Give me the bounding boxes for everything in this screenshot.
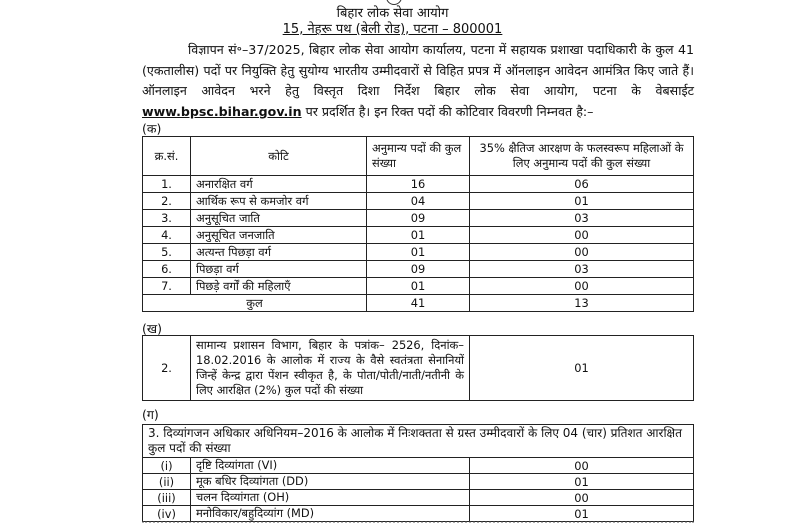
- row-sno: 6.: [143, 261, 191, 278]
- disability-heading-row: [143, 425, 694, 458]
- row-category: अनुसूचित जाति: [191, 210, 367, 227]
- intro-text: विज्ञापन सं॰–37/2025, बिहार लोक सेवा आयोग कार्यालय, पटना में सहायक प्रशाखा पदाधिकारी के कुल 41 (एकतालीस) पदों पर नियुक्ति हेतु सुयोग्य भारतीय उम्मीदवारों से विहित प्रपत्र में ऑनलाइन आवेदन आमंत्रित किए जाते हैं। ऑनलाइन आवेदन भरने हेतु विस्तृत दिशा निर्देश बिहार लोक सेवा आयोग, पटना के वेबसाईट: [142, 42, 694, 98]
- org-address: 15, नेहरू पथ (बेली रोड), पटना – 800001: [282, 22, 503, 37]
- row-sno: 5.: [143, 244, 191, 261]
- header-women: 35% क्षैतिज आरक्षण के फलस्वरूप महिलाओं के लिए अनुमान्य पदों की कुल संख्या: [470, 137, 694, 176]
- header-posts: अनुमान्य पदों की कुल संख्या: [367, 137, 470, 176]
- row-category: पिछड़ा वर्ग: [191, 261, 367, 278]
- row-sno: (ii): [143, 474, 191, 490]
- table-row: [143, 261, 694, 278]
- row-posts: 09: [367, 210, 470, 227]
- website-link[interactable]: www.bpsc.bihar.gov.in: [142, 103, 302, 119]
- row-women: 03: [470, 210, 694, 227]
- row-posts: 04: [367, 193, 470, 210]
- intro-paragraph: [142, 40, 694, 122]
- row-sno: 1.: [143, 176, 191, 193]
- header-category: कोटि: [191, 137, 367, 176]
- row-sno: 2.: [143, 193, 191, 210]
- row-women: 03: [470, 261, 694, 278]
- row-posts: 01: [367, 227, 470, 244]
- row-posts: 16: [367, 176, 470, 193]
- row-women: 00: [470, 244, 694, 261]
- row-posts: 01: [367, 244, 470, 261]
- table-row: [143, 458, 694, 474]
- row-category: मूक बधिर दिव्यांगता (DD): [191, 474, 470, 490]
- table-row: [143, 278, 694, 295]
- row-sno: (iii): [143, 490, 191, 506]
- row-women: 00: [470, 227, 694, 244]
- row-posts: 09: [367, 261, 470, 278]
- row-sno: 4.: [143, 227, 191, 244]
- table-row: [143, 506, 694, 522]
- section-b-label: (ख): [142, 321, 162, 336]
- row-sno: 7.: [143, 278, 191, 295]
- total-women: 13: [470, 295, 694, 312]
- table-row: [143, 176, 694, 193]
- table-row: [143, 490, 694, 506]
- freedom-fighter-table: [142, 335, 694, 401]
- row-sno: (iv): [143, 506, 191, 522]
- row-category: चलन दिव्यांगता (OH): [191, 490, 470, 506]
- intro-text-end: पर प्रदर्शित है। इन रिक्त पदों की कोटिवार विवरणी निम्नवत है:–: [301, 103, 594, 119]
- org-name: बिहार लोक सेवा आयोग: [336, 6, 449, 21]
- row-category: अनारक्षित वर्ग: [191, 176, 367, 193]
- section-c-label: (ग): [142, 407, 159, 422]
- row-value: 01: [470, 336, 694, 401]
- table-header-row: [143, 137, 694, 176]
- row-category: आर्थिक रूप से कमजोर वर्ग: [191, 193, 367, 210]
- row-description: सामान्य प्रशासन विभाग, बिहार के पत्रांक– 2526, दिनांक–18.02.2016 के आलोक में राज्य के वैसे स्वतंत्रता सेनानियों जिन्हें केन्द्र द्वारा पेंशन स्वीकृत है, के पोता/पोती/नाती/नतीनी के लिए आरक्षित (2%) कुल पदों की संख्या: [191, 336, 470, 401]
- total-row: [143, 295, 694, 312]
- row-value: 01: [470, 474, 694, 490]
- table-row: [143, 227, 694, 244]
- row-category: दृष्टि दिव्यांगता (VI): [191, 458, 470, 474]
- row-category: अनुसूचित जनजाति: [191, 227, 367, 244]
- header-sno: क्र.सं.: [143, 137, 191, 176]
- row-posts: 01: [367, 278, 470, 295]
- table-row: [143, 193, 694, 210]
- row-category: मनोविकार/बहुदिव्यांग (MD): [191, 506, 470, 522]
- table-row: [143, 474, 694, 490]
- disability-table: [142, 424, 694, 522]
- row-value: 00: [470, 458, 694, 474]
- table-row: [143, 210, 694, 227]
- row-sno: 3.: [143, 210, 191, 227]
- row-category: अत्यन्त पिछड़ा वर्ग: [191, 244, 367, 261]
- row-women: 01: [470, 193, 694, 210]
- row-sno: (i): [143, 458, 191, 474]
- category-table: [142, 136, 694, 312]
- table-row: [143, 336, 694, 401]
- row-value: 00: [470, 490, 694, 506]
- row-women: 06: [470, 176, 694, 193]
- total-label: कुल: [143, 295, 367, 312]
- total-posts: 41: [367, 295, 470, 312]
- disability-heading: 3. दिव्यांगजन अधिकार अधिनियम–2016 के आलोक में निःशक्तता से ग्रस्त उम्मीदवारों के लिए 04 (चार) प्रतिशत आरक्षित कुल पदों की संख्या: [143, 425, 694, 458]
- section-a-label: (क): [142, 121, 162, 136]
- row-value: 01: [470, 506, 694, 522]
- row-women: 00: [470, 278, 694, 295]
- table-row: [143, 244, 694, 261]
- row-category: पिछड़े वर्गों की महिलाएँ: [191, 278, 367, 295]
- row-sno: 2.: [143, 336, 191, 401]
